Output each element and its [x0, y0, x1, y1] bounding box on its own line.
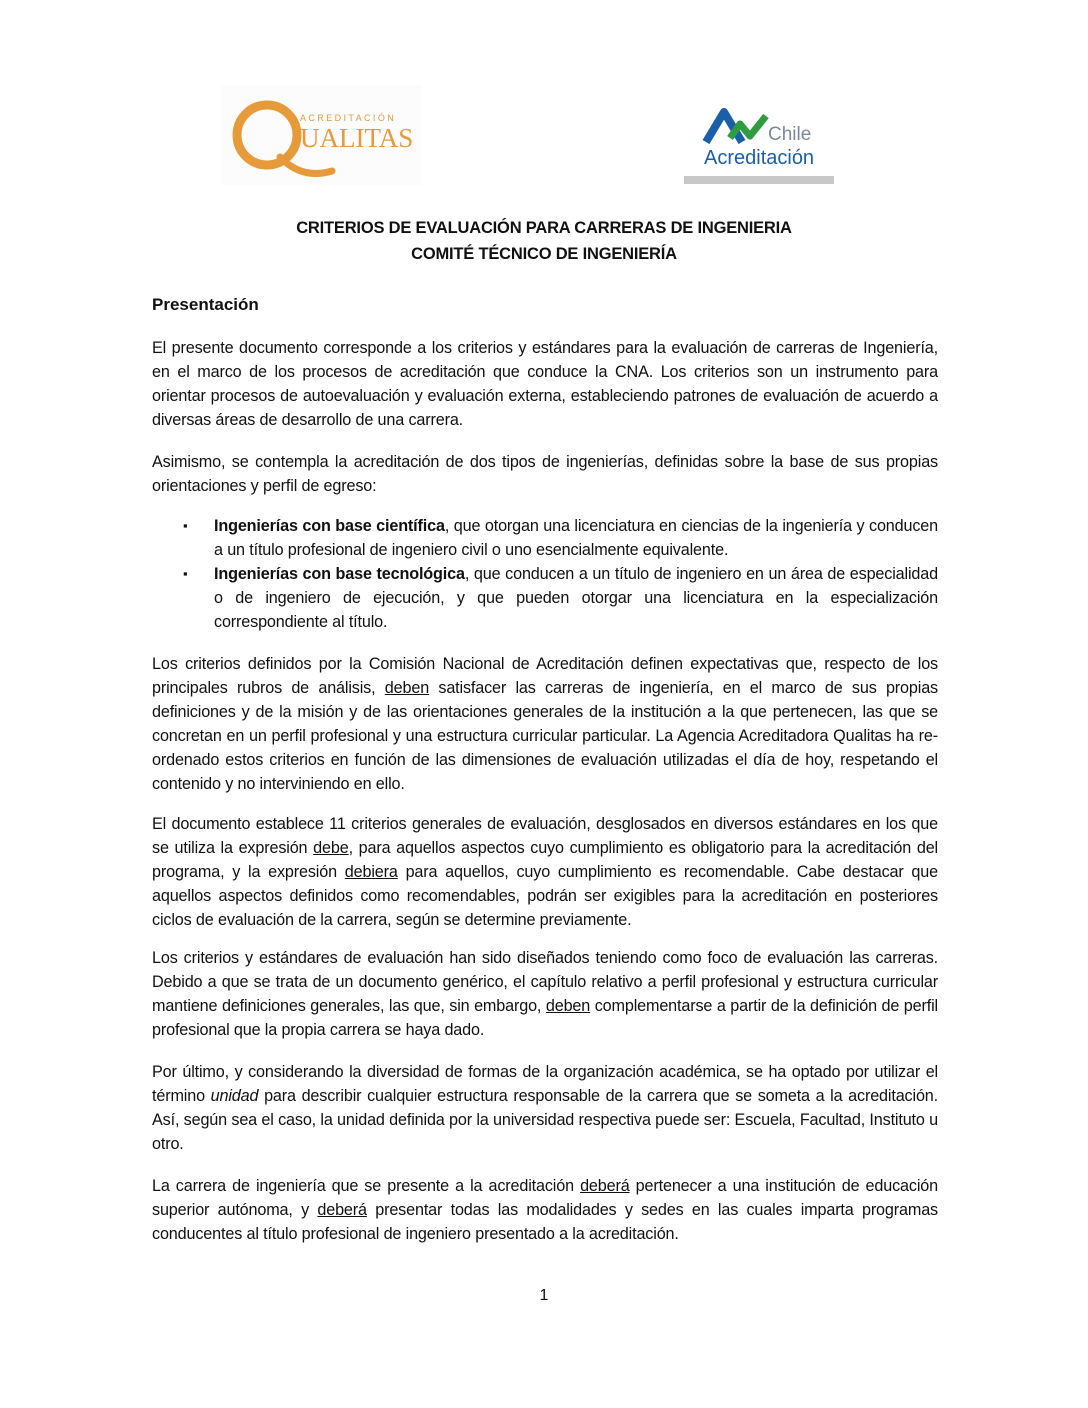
- chile-acreditacion-logo: [684, 108, 834, 186]
- qualitas-logo-main-text: UALITAS: [300, 123, 414, 153]
- text-run: Los criterios definidos por la Comisión Nacional de Acreditación definen expectativas que, respecto de los principales rubros de análisis,: [152, 655, 938, 697]
- underlined-term: deberá: [317, 1201, 367, 1219]
- list-item-text: , que otorgan una licenciatura en ciencias de la ingeniería y conducen a un título profesional de ingeniero civil o uno esencialmente equivalente.: [214, 517, 938, 559]
- paragraph-3: [152, 652, 938, 796]
- text-run: pertenecer a una institución de educación superior autónoma, y: [152, 1177, 938, 1219]
- text-run: para describir cualquier estructura responsable de la carrera que se someta a la acreditación. Así, según sea el caso, la unidad definida por la universidad respectiva puede ser: Escuela, Facultad, Instituto u otro.: [152, 1087, 938, 1153]
- text-run: Por último, y considerando la diversidad de formas de la organización académica, se ha optado por utilizar el término: [152, 1063, 938, 1105]
- list-item: [152, 562, 938, 634]
- qualitas-logo: [222, 85, 422, 185]
- text-run: El documento establece 11 criterios generales de evaluación, desglosados en diversos estándares en los que se utiliza la expresión: [152, 815, 938, 857]
- paragraph-1: El presente documento corresponde a los criterios y estándares para la evaluación de carreras de Ingeniería, en el marco de los procesos de acreditación que conduce la CNA. Los criterios son un instrumento para orientar procesos de autoevaluación y evaluación externa, estableciendo patrones de evaluación de acuerdo a diversas áreas de desarrollo de una carrera.: [152, 339, 938, 429]
- underlined-term: debe: [313, 839, 349, 857]
- chile-logo-top-text: Chile: [768, 124, 812, 145]
- list-item-text: , que conducen a un título de ingeniero en un área de especialidad o de ingeniero de ejecución, y que pueden otorgar una licenciatura en la especialización correspondiente al título.: [214, 565, 938, 631]
- section-heading: Presentación: [152, 295, 259, 314]
- document-title-line2: COMITÉ TÉCNICO DE INGENIERÍA: [411, 245, 677, 263]
- text-run: complementarse a partir de la definición de perfil profesional que la propia carrera se haya dado.: [152, 997, 938, 1039]
- qualitas-logo-top-text: ACREDITACIÓN: [300, 113, 397, 123]
- paragraph-7: [152, 1174, 938, 1246]
- page-number: 1: [539, 1287, 549, 1304]
- text-run: para aquellos, cuyo cumplimiento es recomendable. Cabe destacar que aquellos aspectos definidos como recomendables, podrán ser exigibles para la acreditación en posteriores ciclos de evaluación de la carrera, según se determine previamente.: [152, 863, 938, 929]
- list-item: [152, 514, 938, 562]
- text-run: satisfacer las carreras de ingeniería, en el marco de sus propias definiciones y de la misión y de las orientaciones generales de la institución a la que pertenecen, las que se concretan en un perfil profesional y una estructura curricular particular. La Agencia Acreditadora Qualitas ha re-ordenado estos criterios en función de las dimensiones de evaluación utilizadas el día de hoy, respetando el contenido y no interviniendo en ello.: [152, 679, 938, 793]
- chile-logo-main-text: Acreditación: [704, 147, 815, 169]
- italic-term: unidad: [210, 1087, 259, 1105]
- text-run: , para aquellos aspectos cuyo cumplimiento es obligatorio para la acreditación del programa, y la expresión: [152, 839, 938, 881]
- paragraph-2: Asimismo, se contempla la acreditación de dos tipos de ingenierías, definidas sobre la base de sus propias orientaciones y perfil de egreso:: [152, 453, 938, 495]
- list-item-bold: Ingenierías con base científica: [214, 517, 445, 535]
- underlined-term: deben: [384, 679, 430, 697]
- list-item-bold: Ingenierías con base tecnológica: [214, 565, 465, 583]
- paragraph-4: [152, 812, 938, 932]
- underlined-term: debiera: [344, 863, 398, 881]
- text-run: La carrera de ingeniería que se presente a la acreditación: [152, 1177, 581, 1195]
- engineering-types-list: [152, 514, 938, 634]
- text-run: Los criterios y estándares de evaluación han sido diseñados teniendo como foco de evaluación las carreras. Debido a que se trata de un documento genérico, el capítulo relativo a perfil profesional y estructura curricular mantiene definiciones generales, las que, sin embargo,: [152, 949, 938, 1015]
- text-run: presentar todas las modalidades y sedes en las cuales imparta programas conducentes al título profesional de ingeniero presentado a la acreditación.: [152, 1201, 938, 1243]
- document-title-line1: CRITERIOS DE EVALUACIÓN PARA CARRERAS DE INGENIERIA: [296, 219, 792, 237]
- bullet-marker: ▪: [183, 518, 188, 533]
- underlined-term: deberá: [580, 1177, 630, 1195]
- paragraph-6: [152, 1060, 938, 1156]
- bullet-marker: ▪: [183, 566, 188, 581]
- paragraph-5: [152, 946, 938, 1042]
- underlined-term: deben: [545, 997, 591, 1015]
